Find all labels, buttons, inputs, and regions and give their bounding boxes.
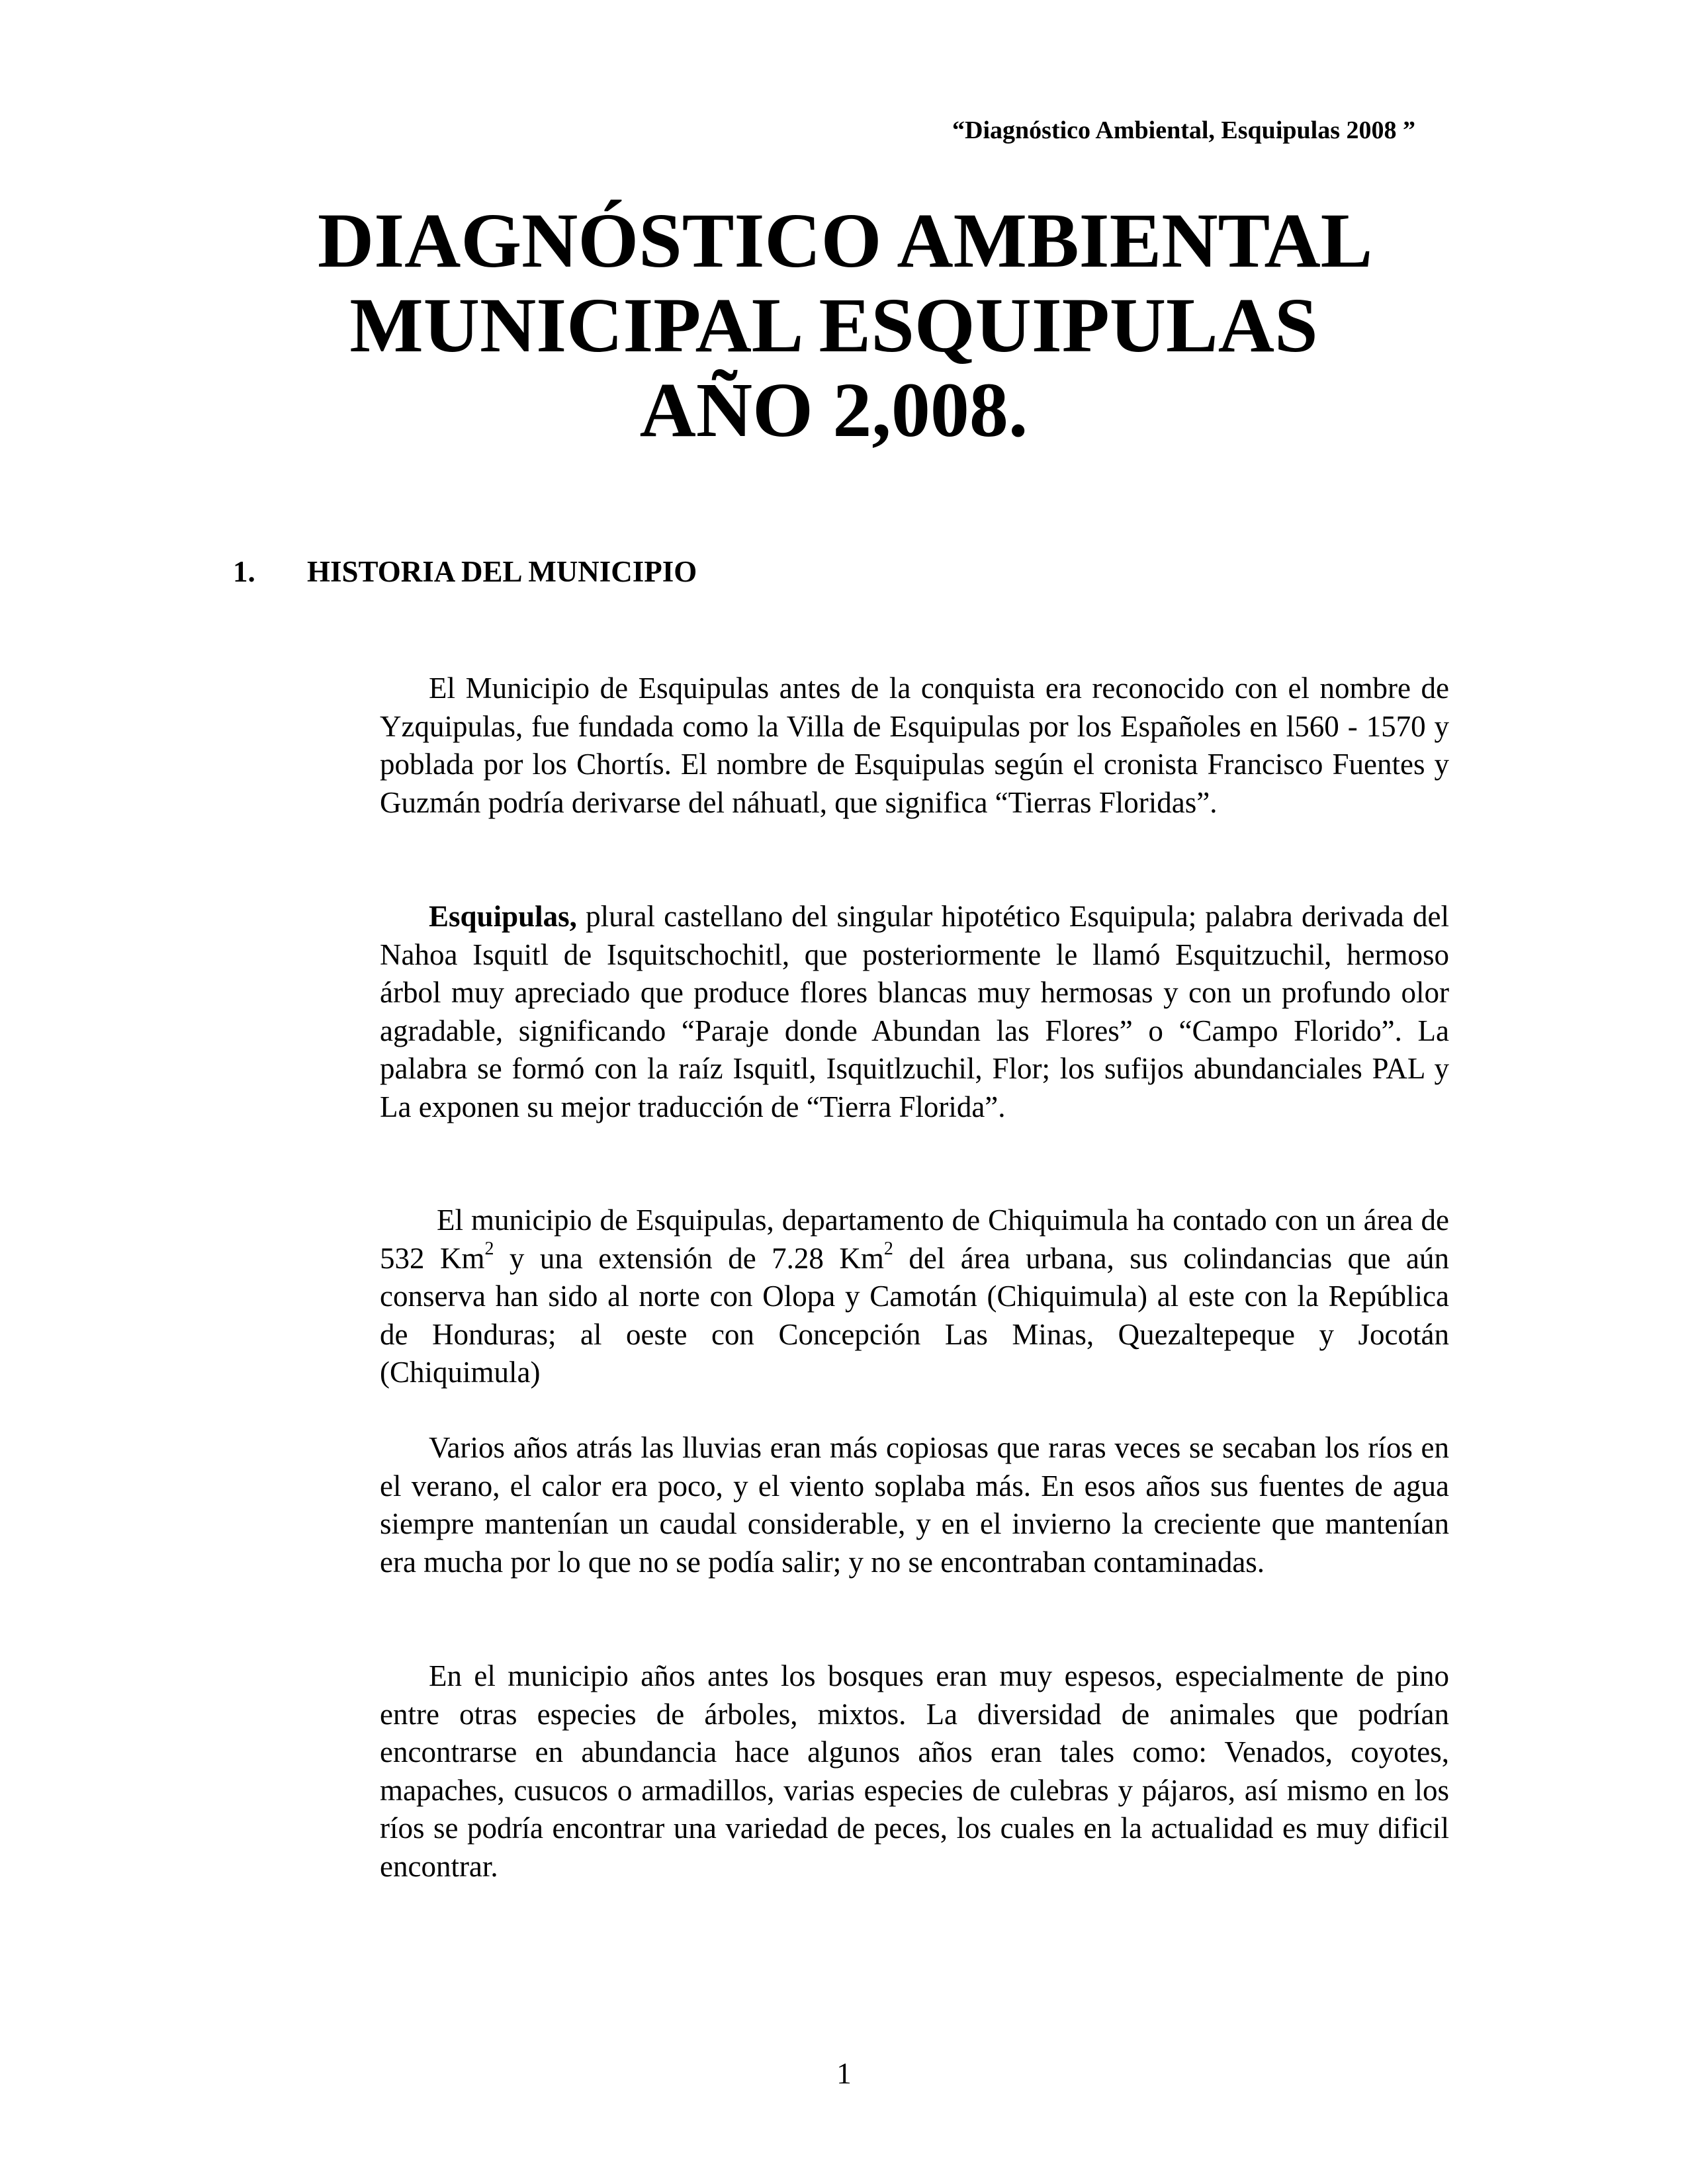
paragraph-3-part-3: del área urbana, sus colindancias que aún conserva han sido al norte con Olopa y Camotán (Chiquimula) al este con la República de Honduras; al oeste con Concepción Las Minas, Quezaltepeque y Jocotán (Chiquimula) <box>380 1241 1450 1389</box>
document-title <box>318 197 1373 453</box>
section-number: 1. <box>233 555 255 588</box>
superscript-urban-area: 2 <box>883 1238 893 1259</box>
section-title: HISTORIA DEL MUNICIPIO <box>307 555 697 588</box>
superscript-area: 2 <box>484 1238 494 1259</box>
title-line-3: AÑO 2,008. <box>639 367 1028 453</box>
paragraph-4: Varios años atrás las lluvias eran más copiosas que raras veces se secaban los ríos en el verano, el calor era poco, y el viento soplaba más. En esos años sus fuentes de agua siempre mantenían un caudal considerable, y en el invierno la creciente que mantenían era mucha por lo que no se podía salir; y no se encontraban contaminadas. <box>380 1431 1449 1579</box>
paragraph-3-part-2: y una extensión de 7.28 Km <box>494 1241 884 1275</box>
paragraph-2-lead: Esquipulas, <box>429 900 577 933</box>
page-number: 1 <box>836 2057 852 2090</box>
title-line-1: DIAGNÓSTICO AMBIENTAL <box>318 197 1373 284</box>
paragraph-3-part-1: El municipio de Esquipulas, departamento de Chiquimula ha contado con un área de 532 Km <box>380 1203 1449 1275</box>
running-header: “Diagnóstico Ambiental, Esquipulas 2008 ” <box>952 116 1415 144</box>
paragraph-1: El Municipio de Esquipulas antes de la conquista era reconocido con el nombre de Yzquipulas, fue fundada como la Villa de Esquipulas por los Españoles en l560 - 1570 y poblada por los Chortís. El nombre de Esquipulas según el cronista Francisco Fuentes y Guzmán podría derivarse del náhuatl, que significa “Tierras Floridas”. <box>380 672 1449 819</box>
section-heading <box>233 557 697 587</box>
paragraph-5: En el municipio años antes los bosques eran muy espesos, especialmente de pino entre otras especies de árboles, mixtos. La diversidad de animales que podrían encontrarse en abundancia hace algunos años eran tales como: Venados, coyotes, mapaches, cusucos o armadillos, varias especies de culebras y pájaros, así mismo en los ríos se podría encontrar una variedad de peces, los cuales en la actualidad es muy dificil encontrar. <box>380 1659 1449 1883</box>
title-line-2: MUNICIPAL ESQUIPULAS <box>349 282 1318 369</box>
paragraph-2-body: plural castellano del singular hipotético Esquipula; palabra derivada del Nahoa Isquitl de Isquitschochitl, que posteriormente le llamó Esquitzuchil, hermoso árbol muy apreciado que produce flores blancas muy hermosas y con un profundo olor agradable, significando “Paraje donde Abundan las Flores” o “Campo Florido”. La palabra se formó con la raíz Isquitl, Isquitlzuchil, Flor; los sufijos abundanciales PAL y La exponen su mejor traducción de “Tierra Florida”. <box>380 900 1449 1123</box>
paragraph-3 <box>380 1201 1449 1392</box>
paragraph-2 <box>380 898 1449 1126</box>
